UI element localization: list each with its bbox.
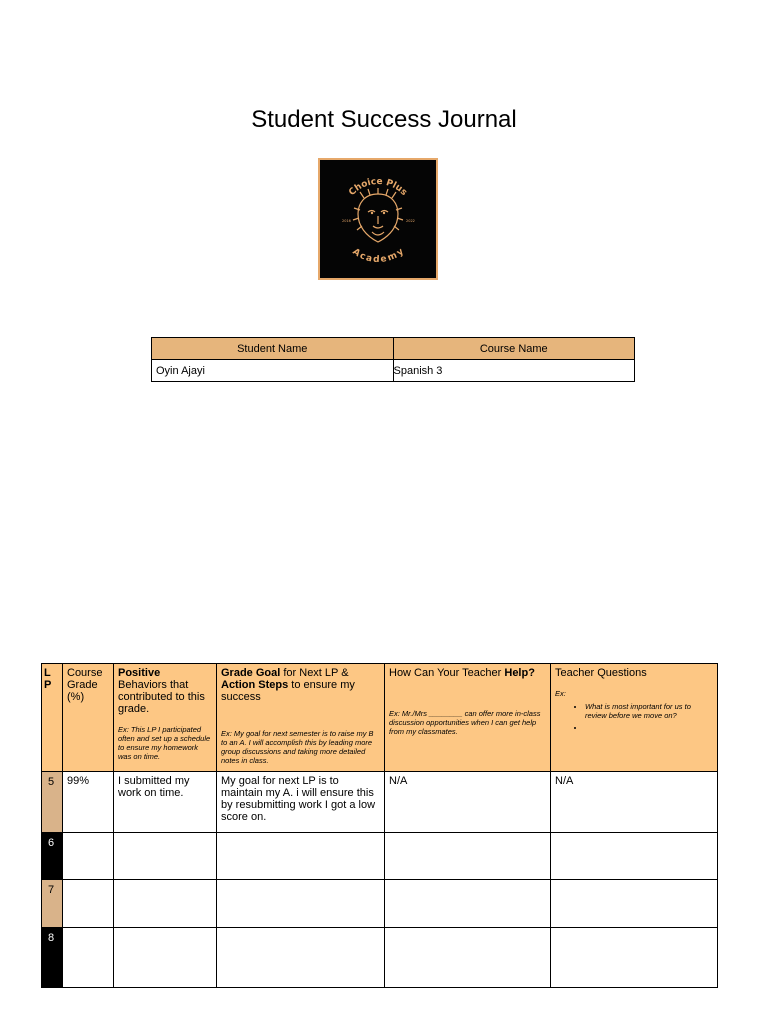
svg-text:Academy bbox=[350, 247, 405, 265]
goal-mid: for Next LP & bbox=[280, 667, 349, 679]
help-cell[interactable] bbox=[385, 928, 551, 988]
header-teacher-help bbox=[385, 664, 551, 772]
goal-cell[interactable] bbox=[217, 928, 385, 988]
logo-right-mark: 2022 bbox=[406, 219, 415, 223]
behaviors-bold: Positive bbox=[118, 667, 161, 679]
header-lp bbox=[42, 664, 63, 772]
behaviors-cell[interactable] bbox=[114, 880, 217, 928]
course-name-header: Course Name bbox=[393, 338, 635, 360]
table-row bbox=[42, 772, 718, 833]
questions-example bbox=[555, 689, 713, 732]
goal-cell[interactable] bbox=[217, 833, 385, 880]
header-grade-goal bbox=[217, 664, 385, 772]
goal-cell[interactable] bbox=[217, 880, 385, 928]
behaviors-example: Ex: This LP I participated often and set up a schedule to ensure my homework was on time. bbox=[118, 725, 211, 761]
goal-cell[interactable]: My goal for next LP is to maintain my A. i will ensure this by resubmitting work I got a low score on. bbox=[217, 772, 385, 833]
help-example: Ex: Mr./Mrs ________ can offer more in-class discussion opportunities when I can get help from my classmates. bbox=[389, 709, 541, 736]
header-course-grade: Course Grade (%) bbox=[63, 664, 114, 772]
goal-bold: Grade Goal bbox=[221, 667, 281, 679]
questions-cell[interactable] bbox=[551, 833, 718, 880]
help-bold: Help? bbox=[504, 667, 535, 679]
lion-emblem-icon bbox=[320, 160, 436, 278]
logo-top-text: Choice Plus bbox=[347, 176, 409, 198]
lp-cell: 7 bbox=[42, 880, 63, 928]
table-row bbox=[42, 833, 718, 880]
header-lp-text: L P bbox=[44, 667, 52, 691]
grade-cell[interactable]: 99% bbox=[63, 772, 114, 833]
behaviors-cell[interactable]: I submitted my work on time. bbox=[114, 772, 217, 833]
grade-cell[interactable] bbox=[63, 833, 114, 880]
course-name-value: Spanish 3 bbox=[393, 360, 635, 382]
header-teacher-questions bbox=[551, 664, 718, 772]
success-journal-table bbox=[41, 663, 718, 988]
help-cell[interactable] bbox=[385, 880, 551, 928]
goal-rest: to ensure my success bbox=[221, 679, 355, 703]
questions-ex-label: Ex: bbox=[555, 689, 566, 698]
questions-cell[interactable] bbox=[551, 928, 718, 988]
page-title: Student Success Journal bbox=[251, 106, 517, 133]
student-info-table bbox=[151, 337, 635, 382]
grade-cell[interactable] bbox=[63, 880, 114, 928]
header-positive-behaviors bbox=[114, 664, 217, 772]
behaviors-cell[interactable] bbox=[114, 833, 217, 880]
questions-bullet-2 bbox=[585, 723, 713, 732]
lp-cell: 5 bbox=[42, 772, 63, 833]
grade-cell[interactable] bbox=[63, 928, 114, 988]
goal-example: Ex: My goal for next semester is to raise my B to an A. I will accomplish this by leading more group discussions and taking more detailed notes in class. bbox=[221, 729, 374, 765]
questions-bullet-1: • What is most important for us to review before we move on? bbox=[585, 702, 713, 720]
behaviors-cell[interactable] bbox=[114, 928, 217, 988]
logo-left-mark: 2016 bbox=[342, 219, 351, 223]
questions-cell[interactable]: N/A bbox=[551, 772, 718, 833]
logo-bottom-text: Academy bbox=[350, 246, 406, 266]
academy-logo bbox=[318, 158, 438, 280]
behaviors-text: Behaviors that contributed to this grade. bbox=[118, 679, 205, 715]
student-name-value: Oyin Ajayi bbox=[152, 360, 394, 382]
lp-cell: 8 bbox=[42, 928, 63, 988]
table-row bbox=[42, 928, 718, 988]
help-cell[interactable] bbox=[385, 833, 551, 880]
help-cell[interactable]: N/A bbox=[385, 772, 551, 833]
action-steps-bold: Action Steps bbox=[221, 679, 289, 691]
svg-text:Choice Plus bbox=[347, 177, 408, 198]
table-row bbox=[42, 880, 718, 928]
questions-cell[interactable] bbox=[551, 880, 718, 928]
help-text: How Can Your Teacher bbox=[389, 667, 505, 679]
questions-title: Teacher Questions bbox=[555, 667, 647, 679]
lp-cell: 6 bbox=[42, 833, 63, 880]
student-name-header: Student Name bbox=[152, 338, 394, 360]
